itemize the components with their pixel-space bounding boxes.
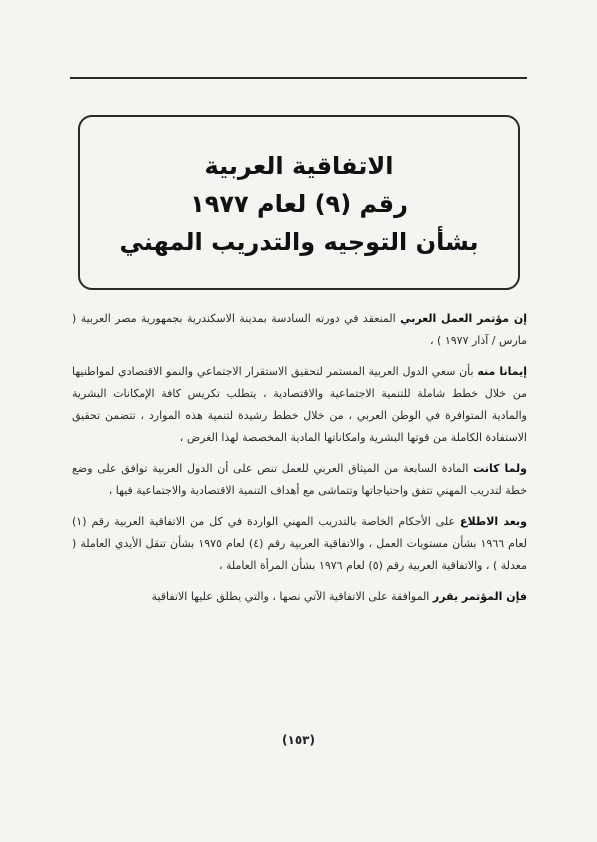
paragraph-text: الموافقة على الاتفاقية الآتي نصها ، والتي يطلق عليها الاتفاقية <box>151 590 433 603</box>
title-line-agreement: الاتفاقية العربية <box>204 152 394 180</box>
paragraph-decision <box>72 586 527 608</box>
title-line-number-year: رقم (٩) لعام ١٩٧٧ <box>190 190 408 218</box>
paragraph-lead: فإن المؤتمر يقرر <box>432 590 527 603</box>
title-line-subject: بشأن التوجيه والتدريب المهني <box>119 228 479 256</box>
paragraph-belief <box>72 361 527 449</box>
body-text <box>72 308 527 617</box>
paragraph-article-seven <box>72 458 527 502</box>
paragraph-lead: إن مؤتمر العمل العربي <box>400 312 527 325</box>
paragraph-lead: وبعد الاطلاع <box>460 515 527 528</box>
paragraph-text: المنعقد في دورته السادسة بمدينة الاسكندرية بجمهورية مصر العربية ( مارس / آذار ١٩٧٧ ) ، <box>72 312 527 347</box>
paragraph-text: على الأحكام الخاصة بالتدريب المهني الواردة في كل من الاتفاقية العربية رقم (١) لعام ١٩٦٦ بشأن مستويات العمل ، والاتفاقية العربية رقم (٤) لعام ١٩٧٥ بشأن تنقل الأيدي العاملة ( معدلة ) ، والاتفاقية العربية رقم (٥) لعام ١٩٧٦ بشأن المرأة العاملة ، <box>72 515 527 572</box>
paragraph-text: المادة السابعة من الميثاق العربي للعمل تنص على أن الدول العربية توافق على وضع خطة لتدريب المهني تتفق واحتياجاتها وتتماشى مع أهداف التنمية الاقتصادية والاجتماعية فيها ، <box>72 462 527 497</box>
paragraph-lead: إيمانا منه <box>477 365 528 378</box>
paragraph-lead: ولما كانت <box>473 462 527 475</box>
paragraph-preamble <box>72 308 527 352</box>
page-number: (١٥٣) <box>282 733 315 747</box>
title-box <box>78 115 520 290</box>
paragraph-text: بأن سعي الدول العربية المستمر لتحقيق الاستقرار الاجتماعي والنمو الاقتصادي لمواطنيها من خلال خطط شاملة للتنمية الاجتماعية والاقتصادية ، يتطلب تكريس كافة الإمكانات البشرية والمادية المتوافرة في الوطن العربي ، من خلال خطط رشيدة لتنمية هذه الموارد ، تتضمن تحقيق الاستفادة الكاملة من قوتها البشرية وامكاناتها المادية المخصصة لهذا الغرض ، <box>72 365 527 444</box>
header-rule <box>70 77 527 79</box>
paragraph-review <box>72 511 527 577</box>
